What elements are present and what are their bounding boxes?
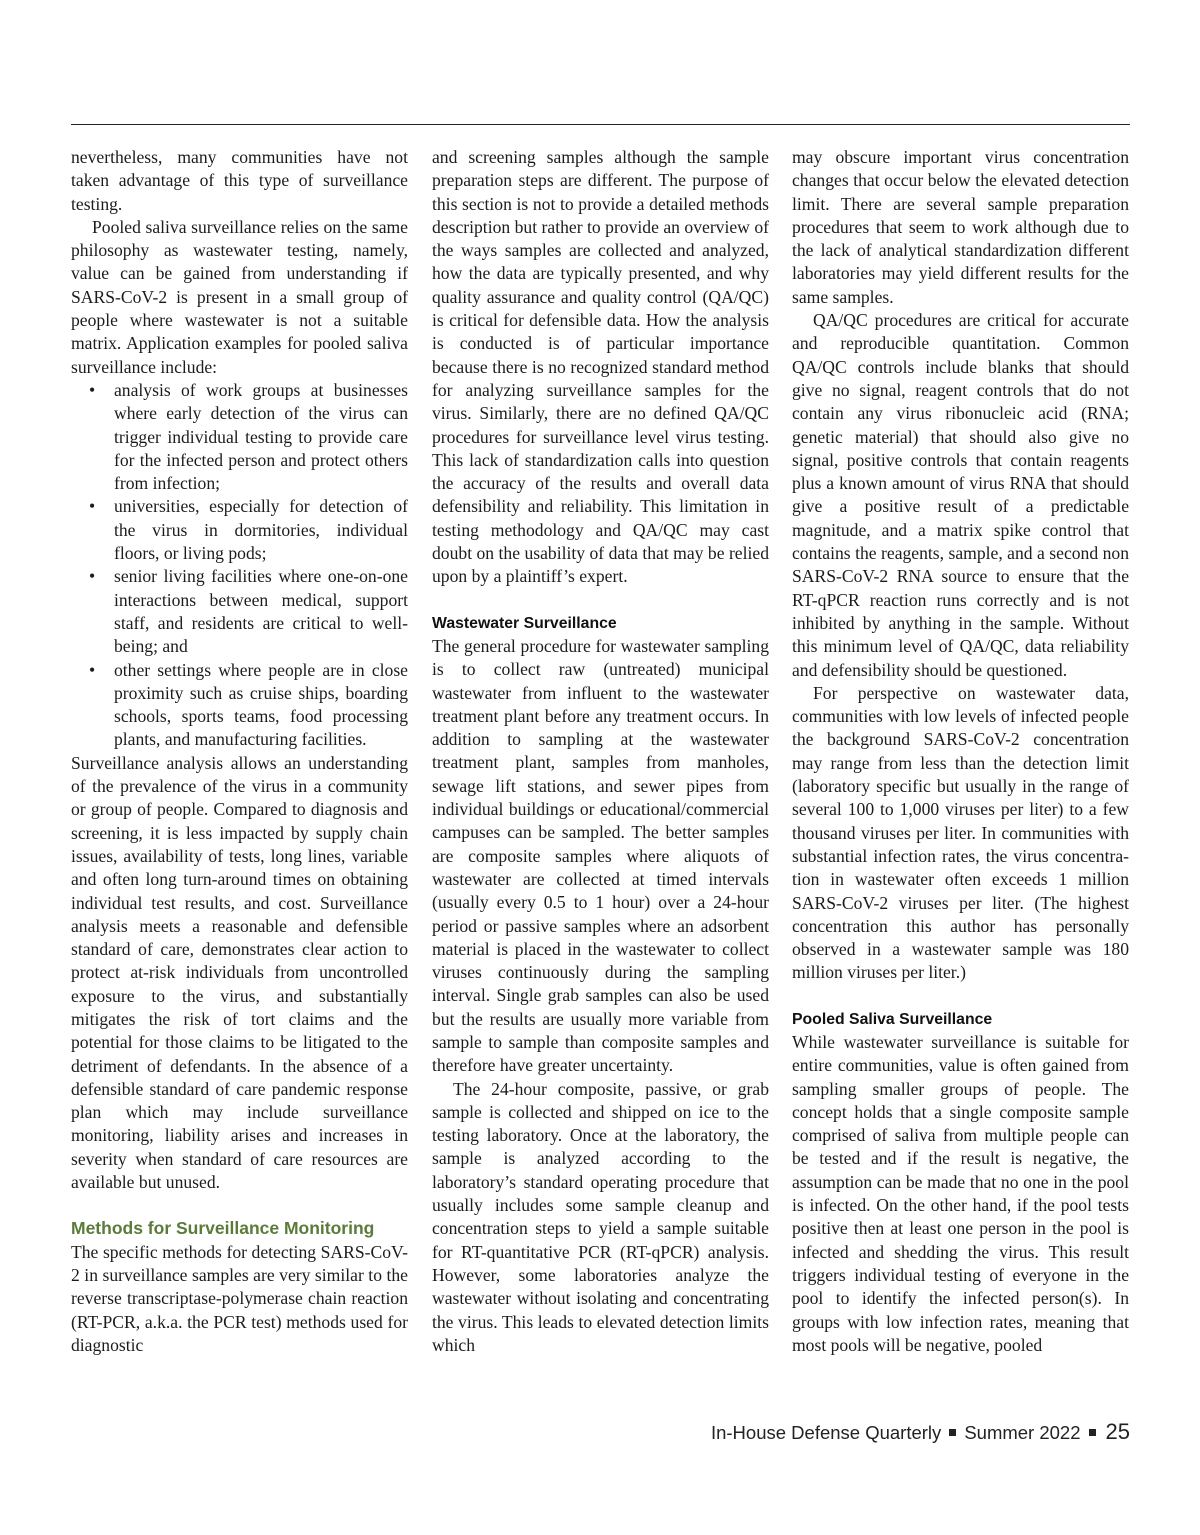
paragraph: Pooled saliva surveillance relies on the same philosophy as wastewater testing, namely, value can be gained from understanding if SARS-CoV-2 is present in a small group of people where wastewater is not a suitable matrix. Application examples for pooled saliva surveillance include:: [71, 216, 408, 377]
spacer: [792, 985, 1129, 1008]
top-rule: [71, 124, 1130, 125]
paragraph: nevertheless, many communities have not taken advantage of this type of surveillance testing.: [71, 147, 408, 214]
paragraph: While wastewater surveillance is suitable for entire communities, value is often gained from sampling smaller groups of people. The concept holds that a single composite sample comprised of saliva from multiple people can be tested and if the result is negative, the assumption can be made that no one in the pool is infected. On the other hand, if the pool tests positive then at least one person in the pool is infected and shedding the virus. This result triggers individual testing of everyone in the pool to identify the infected person(s). In groups with low infection rates, meaning that most pools will be negative, pooled: [792, 1031, 1129, 1355]
subsection-heading: Pooled Saliva Surveillance: [792, 1010, 993, 1028]
subsection-heading: Wastewater Surveillance: [432, 614, 617, 632]
list-item: • analysis of work groups at businesses where early detection of the virus can trigger individual testing to provide care for the infected person and protect others from infection;: [71, 379, 408, 495]
paragraph: and screening samples although the sample preparation steps are different. The purpose of this section is not to provide a detailed methods description but rather to provide an overview of the ways samples are collected and analyzed, how the data are typically presented, and why quality assurance and quality control (QA/QC) is critical for defensible data. How the analysis is conducted is of particular importance because there is no recognized standard method for analyzing surveillance samples for the virus. Similarly, there are no defined QA/QC procedures for surveillance level virus testing. This lack of standardization calls into question the accuracy of the results and overall data defensibility and reliability. This limitation in testing methodology and QA/QC may cast doubt on the usability of data that may be relied upon by a plaintiff’s expert.: [432, 147, 769, 587]
section-heading: Methods for Surveillance Monitoring: [71, 1218, 375, 1239]
paragraph: may obscure important virus concentration changes that occur below the elevated detection limit. There are several sample preparation procedures that seem to work although due to the lack of analytical standardization different laboratories may yield different results for the same samples.: [792, 147, 1129, 307]
spacer: [432, 589, 769, 612]
paragraph: The specific methods for detecting SARS-CoV-2 in surveillance samples are very similar to the reverse transcriptase-polymerase chain reaction (RT-PCR, a.k.a. the PCR test) methods used for diagnostic: [71, 1241, 408, 1355]
publication-name: In-House Defense Quarterly: [710, 1422, 942, 1443]
paragraph: For perspective on wastewater data, communities with low levels of infected people the background SARS-CoV-2 concentration may range from less than the detection limit (laboratory specific but usually in the range of several 100 to 1,000 viruses per liter) to a few thousand viruses per liter. In communities with substantial infection rates, the virus concentration in wastewater often exceeds 1 million SARS-CoV-2 viruses per liter. (The highest concentration this author has personally observed in a wastewater sample was 180 million viruses per liter.): [792, 682, 1129, 983]
paragraph: The general procedure for wastewater sampling is to collect raw (untreated) municipal wastewater from influent to the wastewater treatment plant before any treatment occurs. In addition to sampling at the wastewater treatment plant, samples from manholes, sewage lift stations, and sewer pipes from individual buildings or educational/commercial campuses can be sampled. The better samples are composite samples where aliquots of wastewater are collected at timed intervals (usually every 0.5 to 1 hour) over a 24-hour period or passive samples where an adsorbent material is placed in the wastewater to collect viruses continuously during the sampling interval. Single grab samples can also be used but the results are usually more variable from sample to sample than composite samples and therefore have greater uncertainty.: [432, 635, 769, 1076]
paragraph: QA/QC procedures are critical for accurate and reproducible quantitation. Common QA/QC controls include blanks that should give no signal, reagent controls that do not contain any virus ribonucleic acid (RNA; genetic material) that should also give no signal, positive controls that contain reagents plus a known amount of virus RNA that should give a positive result of a predictable magnitude, and a matrix spike control that contains the reagents, sample, and a second non SARS-CoV-2 RNA source to ensure that the RT-qPCR reaction runs correctly and is not inhibited by anything in the sample. Without this minimum level of QA/QC, data reliability and defensibility should be questioned.: [792, 310, 1129, 680]
column-1: [71, 146, 408, 1357]
square-bullet-icon: [949, 1429, 956, 1436]
column-3: [792, 146, 1129, 1357]
page-number: 25: [1105, 1419, 1130, 1444]
square-bullet-icon: [1089, 1429, 1096, 1436]
list-item: • senior living facilities where one-on-one interactions between medical, support staff, and residents are critical to well-being; and: [71, 565, 408, 658]
paragraph: The 24-hour composite, passive, or grab sample is collected and shipped on ice to the testing laboratory. Once at the laboratory, the sample is analyzed according to the laboratory’s standard operating procedure that usually includes some sample cleanup and concentration steps to yield a sample suitable for RT-quantitative PCR (RT-qPCR) analysis. However, some laboratories analyze the wastewater without isolating and concentrating the virus. This leads to elevated detection limits which: [432, 1078, 769, 1355]
list-item: • universities, especially for detection of the virus in dormitories, individual floors, or living pods;: [71, 495, 408, 565]
bullet-list: [71, 379, 408, 752]
list-item: • other settings where people are in close proximity such as cruise ships, boarding schools, sports teams, food processing plants, and manufacturing facilities.: [71, 659, 408, 752]
spacer: [71, 1194, 408, 1217]
page-footer: [711, 1420, 1130, 1445]
issue-date: Summer 2022: [964, 1422, 1081, 1443]
column-2: [432, 146, 769, 1357]
paragraph: Surveillance analysis allows an understanding of the prevalence of the virus in a community or group of people. Compared to diagnosis and screening, it is less impacted by supply chain issues, availability of tests, long lines, variable and often long turn-around times on obtaining individual test results, and cost. Surveillance analysis meets a reasonable and defensible standard of care, demonstrates clear action to protect at-risk individuals from uncontrolled exposure to the virus, and substantially mitigates the risk of tort claims and the potential for those claims to be litigated to the detriment of defendants. In the absence of a defensible standard of care pandemic response plan which may include surveillance monitoring, liability arises and increases in severity when standard of care resources are available but unused.: [71, 752, 408, 1193]
